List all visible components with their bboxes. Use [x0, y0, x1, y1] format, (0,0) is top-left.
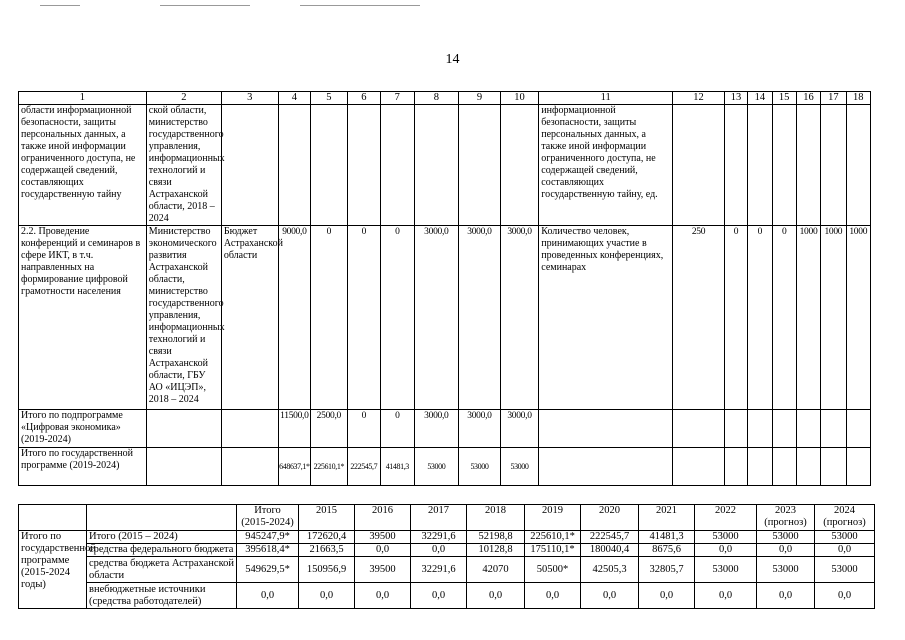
cell-value: 222545,7 [347, 448, 380, 486]
table-row [19, 557, 875, 583]
cell-value: 648637,1* [278, 448, 310, 486]
col-header: 10 [500, 92, 539, 105]
cell-value: 225610,1* [311, 448, 348, 486]
cell-value: 53000 [500, 448, 539, 486]
col-header: 3 [221, 92, 278, 105]
cell-value: 222545,7 [581, 531, 639, 544]
col-header: 18 [846, 92, 870, 105]
cell-value: 172620,4 [299, 531, 355, 544]
cell-target [673, 410, 725, 448]
cell-value: 3000,0 [414, 410, 459, 448]
col-header: 8 [414, 92, 459, 105]
cell-target [772, 410, 796, 448]
cell-value: 0,0 [757, 583, 815, 609]
cell-source: Бюджет Астраханской области [221, 226, 278, 410]
cell-source [221, 448, 278, 486]
cell-target [748, 448, 772, 486]
cell-value: 0,0 [411, 544, 467, 557]
cell-value: 53000 [815, 557, 875, 583]
table-row [19, 531, 875, 544]
table-row [19, 410, 871, 448]
cell-target: 0 [772, 226, 796, 410]
cell-target [724, 105, 747, 226]
cell-target: 0 [724, 226, 747, 410]
cell-target [673, 105, 725, 226]
cell-value: 42505,3 [581, 557, 639, 583]
cell-target [846, 448, 870, 486]
cell-target [821, 448, 846, 486]
col-header: 2 [146, 92, 221, 105]
cell-value [381, 105, 414, 226]
cell-value: 180040,4 [581, 544, 639, 557]
cell-value: 0,0 [355, 583, 411, 609]
cell-target: 0 [748, 226, 772, 410]
program-total-label: Итого по государственной программе (2015-2024 годы) [19, 531, 87, 609]
cell-value [347, 105, 380, 226]
col-header: 2015 [299, 505, 355, 531]
col-header: 7 [381, 92, 414, 105]
cell-value: 0,0 [695, 583, 757, 609]
col-header [87, 505, 237, 531]
cell-value: 39500 [355, 531, 411, 544]
cell-indicator: информационной безопасности, защиты персональных данных, а также иной информации ограниченного доступа, не содержащей сведений, составляющих государственную тайну, ед. [539, 105, 673, 226]
cell-value: 0,0 [581, 583, 639, 609]
cell-value: 0,0 [411, 583, 467, 609]
scan-edge-line [160, 5, 250, 6]
col-header: 2018 [467, 505, 525, 531]
cell-value: 0,0 [467, 583, 525, 609]
cell-value: 0 [381, 410, 414, 448]
table-row [19, 226, 871, 410]
cell-value: 8675,6 [639, 544, 695, 557]
cell-target [673, 448, 725, 486]
cell-value: 53000 [459, 448, 501, 486]
cell-value: 0,0 [757, 544, 815, 557]
table-row [19, 544, 875, 557]
cell-value: 0 [311, 226, 348, 410]
cell-value: 41481,3 [639, 531, 695, 544]
cell-value: 3000,0 [500, 226, 539, 410]
cell-value [500, 105, 539, 226]
cell-value: 150956,9 [299, 557, 355, 583]
cell-value: 10128,8 [467, 544, 525, 557]
cell-value [459, 105, 501, 226]
cell-value: 549629,5* [237, 557, 299, 583]
cell-target [821, 410, 846, 448]
table-row [19, 583, 875, 609]
row-label: средства федерального бюджета [87, 544, 237, 557]
program-table [18, 91, 871, 486]
cell-value: 175110,1* [525, 544, 581, 557]
cell-source [221, 105, 278, 226]
col-header [19, 505, 87, 531]
row-label: внебюджетные источники (средства работодателей) [87, 583, 237, 609]
col-header: 2022 [695, 505, 757, 531]
cell-target: 1000 [796, 226, 820, 410]
row-label: средства бюджета Астраханской области [87, 557, 237, 583]
col-header: 4 [278, 92, 310, 105]
cell-value: 32805,7 [639, 557, 695, 583]
cell-target [772, 448, 796, 486]
scan-edge-line [300, 5, 420, 6]
col-header: 2019 [525, 505, 581, 531]
cell-executor: Министерство экономического развития Астраханской области, министерство государственного управления, информационных технологий и связи Астраханской области, ГБУ АО «ИЦЭП», 2018 – 2024 [146, 226, 221, 410]
row-label: Итого (2015 – 2024) [87, 531, 237, 544]
cell-value [278, 105, 310, 226]
cell-value: 53000 [815, 531, 875, 544]
col-header: Итого (2015-2024) [237, 505, 299, 531]
cell-value: 0,0 [355, 544, 411, 557]
col-header: 2023 (прогноз) [757, 505, 815, 531]
scan-edge-line [40, 5, 80, 6]
col-header: 2020 [581, 505, 639, 531]
cell-value: 53000 [695, 531, 757, 544]
cell-target [796, 105, 820, 226]
cell-value: 21663,5 [299, 544, 355, 557]
cell-value: 0,0 [299, 583, 355, 609]
cell-value: 50500* [525, 557, 581, 583]
cell-target [846, 105, 870, 226]
cell-executor [146, 410, 221, 448]
col-header: 5 [311, 92, 348, 105]
cell-value: 11500,0 [278, 410, 310, 448]
cell-target [748, 105, 772, 226]
col-header: 15 [772, 92, 796, 105]
cell-value: 0,0 [815, 583, 875, 609]
cell-value: 53000 [757, 531, 815, 544]
col-header: 6 [347, 92, 380, 105]
cell-value: 41481,3 [381, 448, 414, 486]
cell-value: 0,0 [815, 544, 875, 557]
col-header: 2024 (прогноз) [815, 505, 875, 531]
funding-summary-table [18, 504, 875, 609]
cell-value: 0,0 [695, 544, 757, 557]
cell-activity: области информационной безопасности, защиты персональных данных, а также иной информации ограниченного доступа, не содержащей сведений, составляющих государственную тайну [19, 105, 147, 226]
cell-target [796, 448, 820, 486]
header-row [19, 505, 875, 531]
cell-value: 3000,0 [459, 226, 501, 410]
cell-value: 3000,0 [459, 410, 501, 448]
cell-value: 945247,9* [237, 531, 299, 544]
cell-target [821, 105, 846, 226]
cell-value: 53000 [757, 557, 815, 583]
cell-value [311, 105, 348, 226]
col-header: 12 [673, 92, 725, 105]
cell-value: 0,0 [639, 583, 695, 609]
cell-activity: Итого по государственной программе (2019-2024) [19, 448, 147, 486]
cell-indicator [539, 448, 673, 486]
col-header: 14 [748, 92, 772, 105]
cell-target: 1000 [821, 226, 846, 410]
cell-activity: 2.2. Проведение конференций и семинаров в сфере ИКТ, в т.ч. направленных на формирование цифровой грамотности населения [19, 226, 147, 410]
cell-value: 42070 [467, 557, 525, 583]
cell-target: 1000 [846, 226, 870, 410]
cell-value: 225610,1* [525, 531, 581, 544]
cell-value: 0 [347, 226, 380, 410]
col-header: 16 [796, 92, 820, 105]
cell-value: 39500 [355, 557, 411, 583]
header-row [19, 92, 871, 105]
col-header: 2021 [639, 505, 695, 531]
cell-value: 53000 [695, 557, 757, 583]
cell-indicator: Количество человек, принимающих участие в проведенных конференциях, семинарах [539, 226, 673, 410]
cell-value: 52198,8 [467, 531, 525, 544]
col-header: 11 [539, 92, 673, 105]
cell-value [414, 105, 459, 226]
table-row [19, 105, 871, 226]
cell-value: 3000,0 [414, 226, 459, 410]
cell-activity: Итого по подпрограмме «Цифровая экономика» (2019-2024) [19, 410, 147, 448]
cell-value: 3000,0 [500, 410, 539, 448]
cell-target [772, 105, 796, 226]
cell-value: 0 [347, 410, 380, 448]
cell-value: 9000,0 [278, 226, 310, 410]
col-header: 2017 [411, 505, 467, 531]
table-row [19, 448, 871, 486]
col-header: 2016 [355, 505, 411, 531]
cell-target [796, 410, 820, 448]
cell-executor: ской области, министерство государственного управления, информационных технологий и связи Астраханской области, 2018 – 2024 [146, 105, 221, 226]
col-header: 13 [724, 92, 747, 105]
cell-value: 0,0 [525, 583, 581, 609]
col-header: 17 [821, 92, 846, 105]
cell-target [724, 410, 747, 448]
col-header: 9 [459, 92, 501, 105]
cell-value: 32291,6 [411, 557, 467, 583]
cell-executor [146, 448, 221, 486]
cell-value: 0,0 [237, 583, 299, 609]
cell-value: 395618,4* [237, 544, 299, 557]
cell-target [748, 410, 772, 448]
cell-indicator [539, 410, 673, 448]
cell-value: 0 [381, 226, 414, 410]
cell-value: 53000 [414, 448, 459, 486]
cell-value: 32291,6 [411, 531, 467, 544]
cell-target [846, 410, 870, 448]
page-number: 14 [445, 52, 460, 67]
cell-target [724, 448, 747, 486]
cell-target: 250 [673, 226, 725, 410]
cell-value: 2500,0 [311, 410, 348, 448]
cell-source [221, 410, 278, 448]
col-header: 1 [19, 92, 147, 105]
